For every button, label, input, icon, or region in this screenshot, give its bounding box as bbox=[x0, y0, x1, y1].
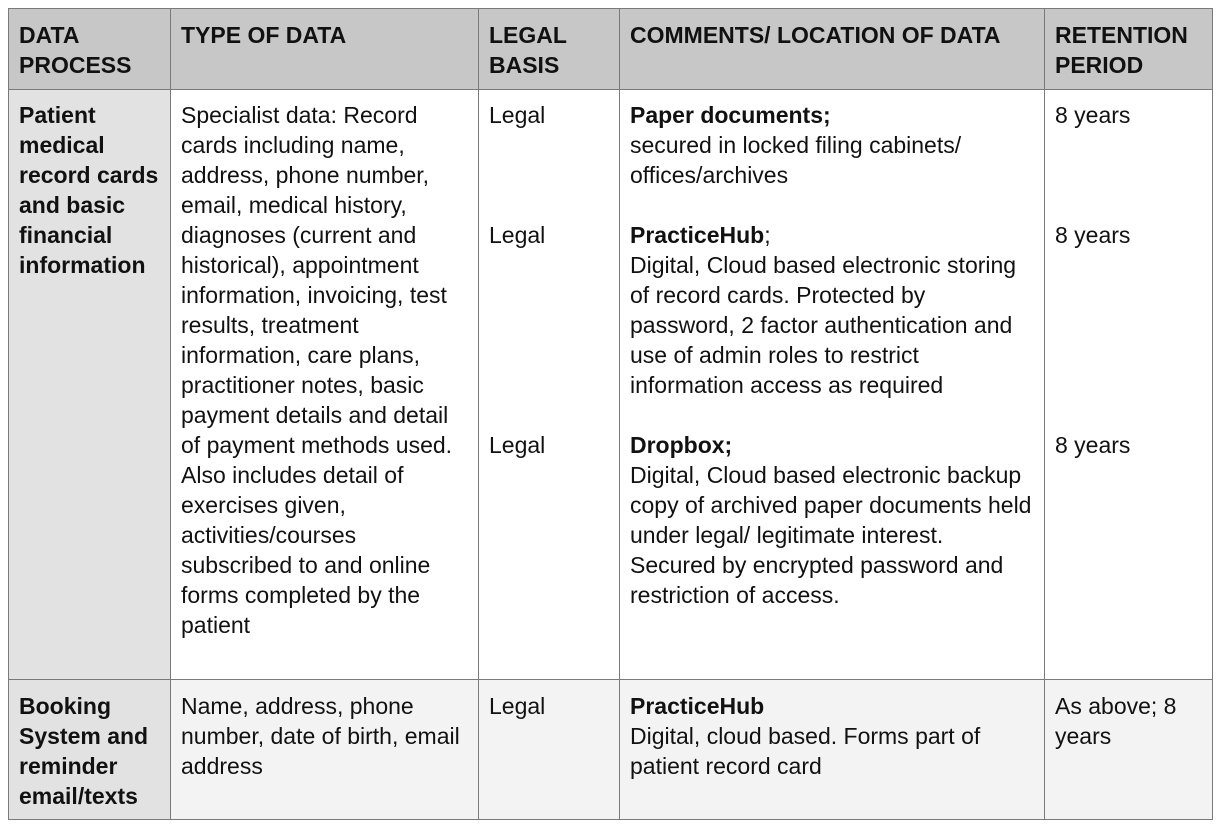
comment-text: Digital, Cloud based electronic storing of record cards. Protected by password, 2 factor authentication and use of admin roles to restrict information access as required bbox=[630, 252, 1017, 398]
cell-legal-basis bbox=[479, 90, 620, 680]
legal-basis-practicehub: Legal bbox=[489, 222, 546, 248]
header-legal-basis: LEGAL BASIS bbox=[479, 9, 620, 90]
comment-title: PracticeHub bbox=[630, 693, 765, 719]
legal-basis-paper: Legal bbox=[489, 102, 546, 128]
header-type-of-data: TYPE OF DATA bbox=[171, 9, 479, 90]
header-data-process: DATA PROCESS bbox=[9, 9, 171, 90]
header-retention-period: RETENTION PERIOD bbox=[1045, 9, 1213, 90]
comment-title: Dropbox; bbox=[630, 432, 733, 458]
legal-basis-dropbox: Legal bbox=[489, 432, 546, 458]
comment-text: secured in locked filing cabinets/ offices/archives bbox=[630, 132, 962, 188]
comment-dropbox bbox=[630, 430, 1034, 610]
cell-retention-period bbox=[1045, 90, 1213, 680]
retention-practicehub: 8 years bbox=[1055, 222, 1131, 248]
table-header-row bbox=[9, 9, 1213, 90]
comment-title: PracticeHub bbox=[630, 222, 765, 248]
table-row bbox=[9, 680, 1213, 820]
cell-comments-location bbox=[620, 680, 1045, 820]
cell-comments-location bbox=[620, 90, 1045, 680]
cell-data-process: Patient medical record cards and basic financial information bbox=[9, 90, 171, 680]
data-retention-table bbox=[8, 8, 1213, 820]
cell-legal-basis: Legal bbox=[479, 680, 620, 820]
comment-title: Paper documents; bbox=[630, 102, 831, 128]
comment-paper-documents bbox=[630, 100, 1034, 190]
comment-text: Digital, Cloud based electronic backup copy of archived paper documents held under legal/ legitimate interest. Secured by encrypted password and restriction of access. bbox=[630, 462, 1032, 608]
header-comments-location: COMMENTS/ LOCATION OF DATA bbox=[620, 9, 1045, 90]
cell-type-of-data: Specialist data: Record cards including name, address, phone number, email, medical history, diagnoses (current and historical), appointment information, invoicing, test results, treatment information, care plans, practitioner notes, basic payment details and detail of payment methods used. Also includes detail of exercises given, activities/courses subscribed to and online forms completed by the patient bbox=[171, 90, 479, 680]
cell-data-process: Booking System and reminder email/texts bbox=[9, 680, 171, 820]
retention-dropbox: 8 years bbox=[1055, 432, 1131, 458]
comment-title-suffix: ; bbox=[764, 222, 771, 248]
retention-paper: 8 years bbox=[1055, 102, 1131, 128]
table-row bbox=[9, 90, 1213, 680]
comment-text: Digital, cloud based. Forms part of patient record card bbox=[630, 723, 981, 779]
comment-practicehub bbox=[630, 220, 1034, 400]
cell-type-of-data: Name, address, phone number, date of birth, email address bbox=[171, 680, 479, 820]
cell-retention-period: As above; 8 years bbox=[1045, 680, 1213, 820]
